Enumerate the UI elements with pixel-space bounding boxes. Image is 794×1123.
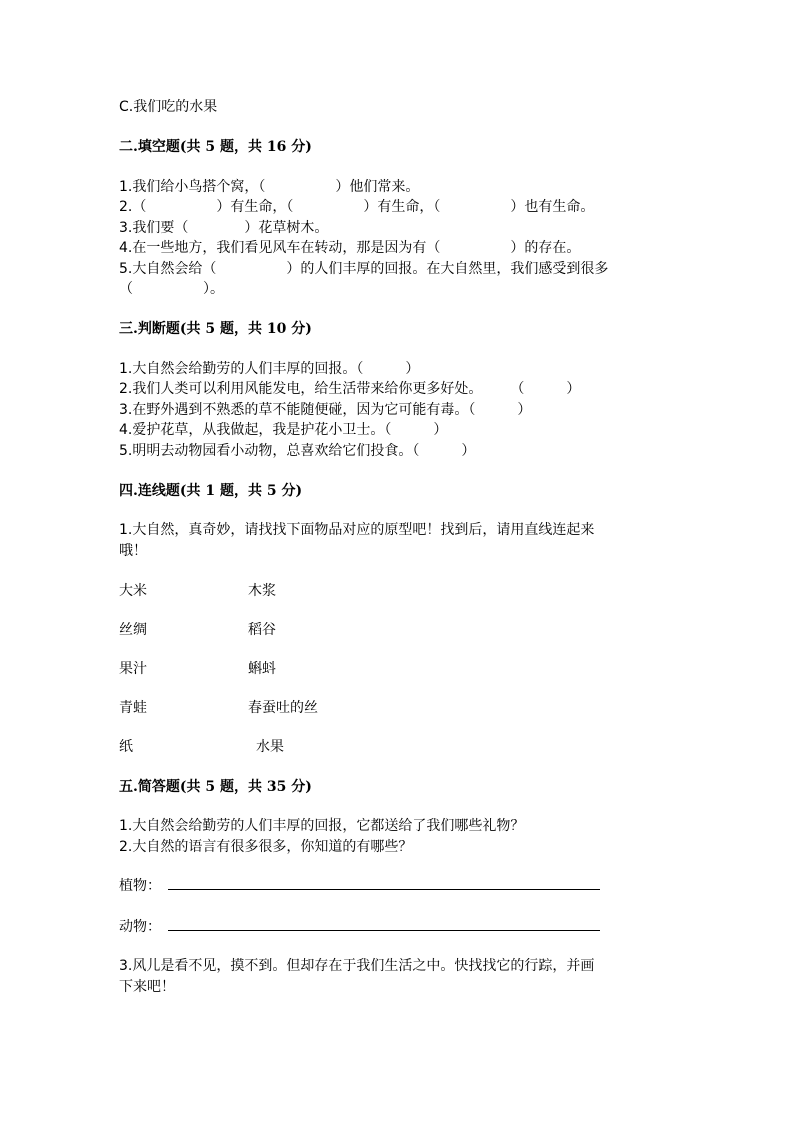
- section-2-heading: 二.填空题(共 5 题，共 16 分): [119, 139, 312, 155]
- short-answer-q1: 1.大自然会给勤劳的人们丰厚的回报，它都送给了我们哪些礼物？: [119, 818, 525, 834]
- matching-right-item: 春蚕吐的丝: [248, 700, 318, 716]
- plants-answer-field[interactable]: [119, 875, 609, 897]
- plants-label: 植物：: [119, 878, 161, 894]
- matching-pair-row: [119, 620, 679, 640]
- matching-right-item: 稻谷: [248, 622, 276, 638]
- fill-blank-item-4: 4.在一些地方，我们看见风车在转动，那是因为有（ ）的存在。: [119, 240, 581, 256]
- judge-item-2: 2.我们人类可以利用风能发电，给生活带来给你更多好处。 （ ）: [119, 381, 581, 397]
- fill-blank-item-2: 2.（ ）有生命，（ ）有生命，（ ）也有生命。: [119, 199, 595, 215]
- judge-item-1: 1.大自然会给勤劳的人们丰厚的回报。（ ）: [119, 361, 420, 377]
- previous-option-c: C.我们吃的水果: [119, 99, 218, 115]
- short-answer-q2: 2.大自然的语言有很多很多，你知道的有哪些？: [119, 839, 413, 855]
- fill-blank-item-5-cont: （ ）。: [119, 281, 224, 297]
- matching-question-cont: 哦！: [119, 543, 147, 559]
- animals-answer-line[interactable]: [168, 930, 600, 931]
- judge-item-4: 4.爱护花草，从我做起，我是护花小卫士。（ ）: [119, 422, 448, 438]
- matching-left-item: 青蛙: [119, 700, 147, 716]
- judge-item-3: 3.在野外遇到不熟悉的草不能随便碰，因为它可能有毒。（ ）: [119, 402, 532, 418]
- matching-left-item: 大米: [119, 583, 147, 599]
- matching-right-item: 蝌蚪: [248, 661, 276, 677]
- judge-item-5: 5.明明去动物园看小动物，总喜欢给它们投食。（ ）: [119, 443, 476, 459]
- animals-label: 动物：: [119, 919, 161, 935]
- short-answer-q3-cont: 下来吧！: [119, 979, 175, 995]
- matching-right-item: 木浆: [248, 583, 276, 599]
- section-5-heading: 五.简答题(共 5 题，共 35 分): [119, 779, 312, 795]
- fill-blank-item-5: 5.大自然会给（ ）的人们丰厚的回报。在大自然里，我们感受到很多: [119, 261, 609, 277]
- matching-right-item: 水果: [256, 739, 284, 755]
- matching-left-item: 果汁: [119, 661, 147, 677]
- plants-answer-line[interactable]: [168, 889, 600, 890]
- matching-pair-row: [119, 659, 679, 679]
- matching-question: 1.大自然，真奇妙，请找找下面物品对应的原型吧！找到后，请用直线连起来: [119, 522, 595, 538]
- matching-pair-row: [119, 698, 679, 718]
- matching-left-item: 丝绸: [119, 622, 147, 638]
- matching-left-item: 纸: [119, 739, 133, 755]
- short-answer-q3: 3.风儿是看不见，摸不到。但却存在于我们生活之中。快找找它的行踪，并画: [119, 958, 595, 974]
- fill-blank-item-3: 3.我们要（ ）花草树木。: [119, 220, 329, 236]
- animals-answer-field[interactable]: [119, 916, 609, 938]
- matching-pair-row: [119, 737, 679, 757]
- matching-pair-row: [119, 581, 679, 601]
- section-3-heading: 三.判断题(共 5 题，共 10 分): [119, 321, 312, 337]
- section-4-heading: 四.连线题(共 1 题，共 5 分): [119, 483, 303, 499]
- fill-blank-item-1: 1.我们给小鸟搭个窝，（ ）他们常来。: [119, 179, 420, 195]
